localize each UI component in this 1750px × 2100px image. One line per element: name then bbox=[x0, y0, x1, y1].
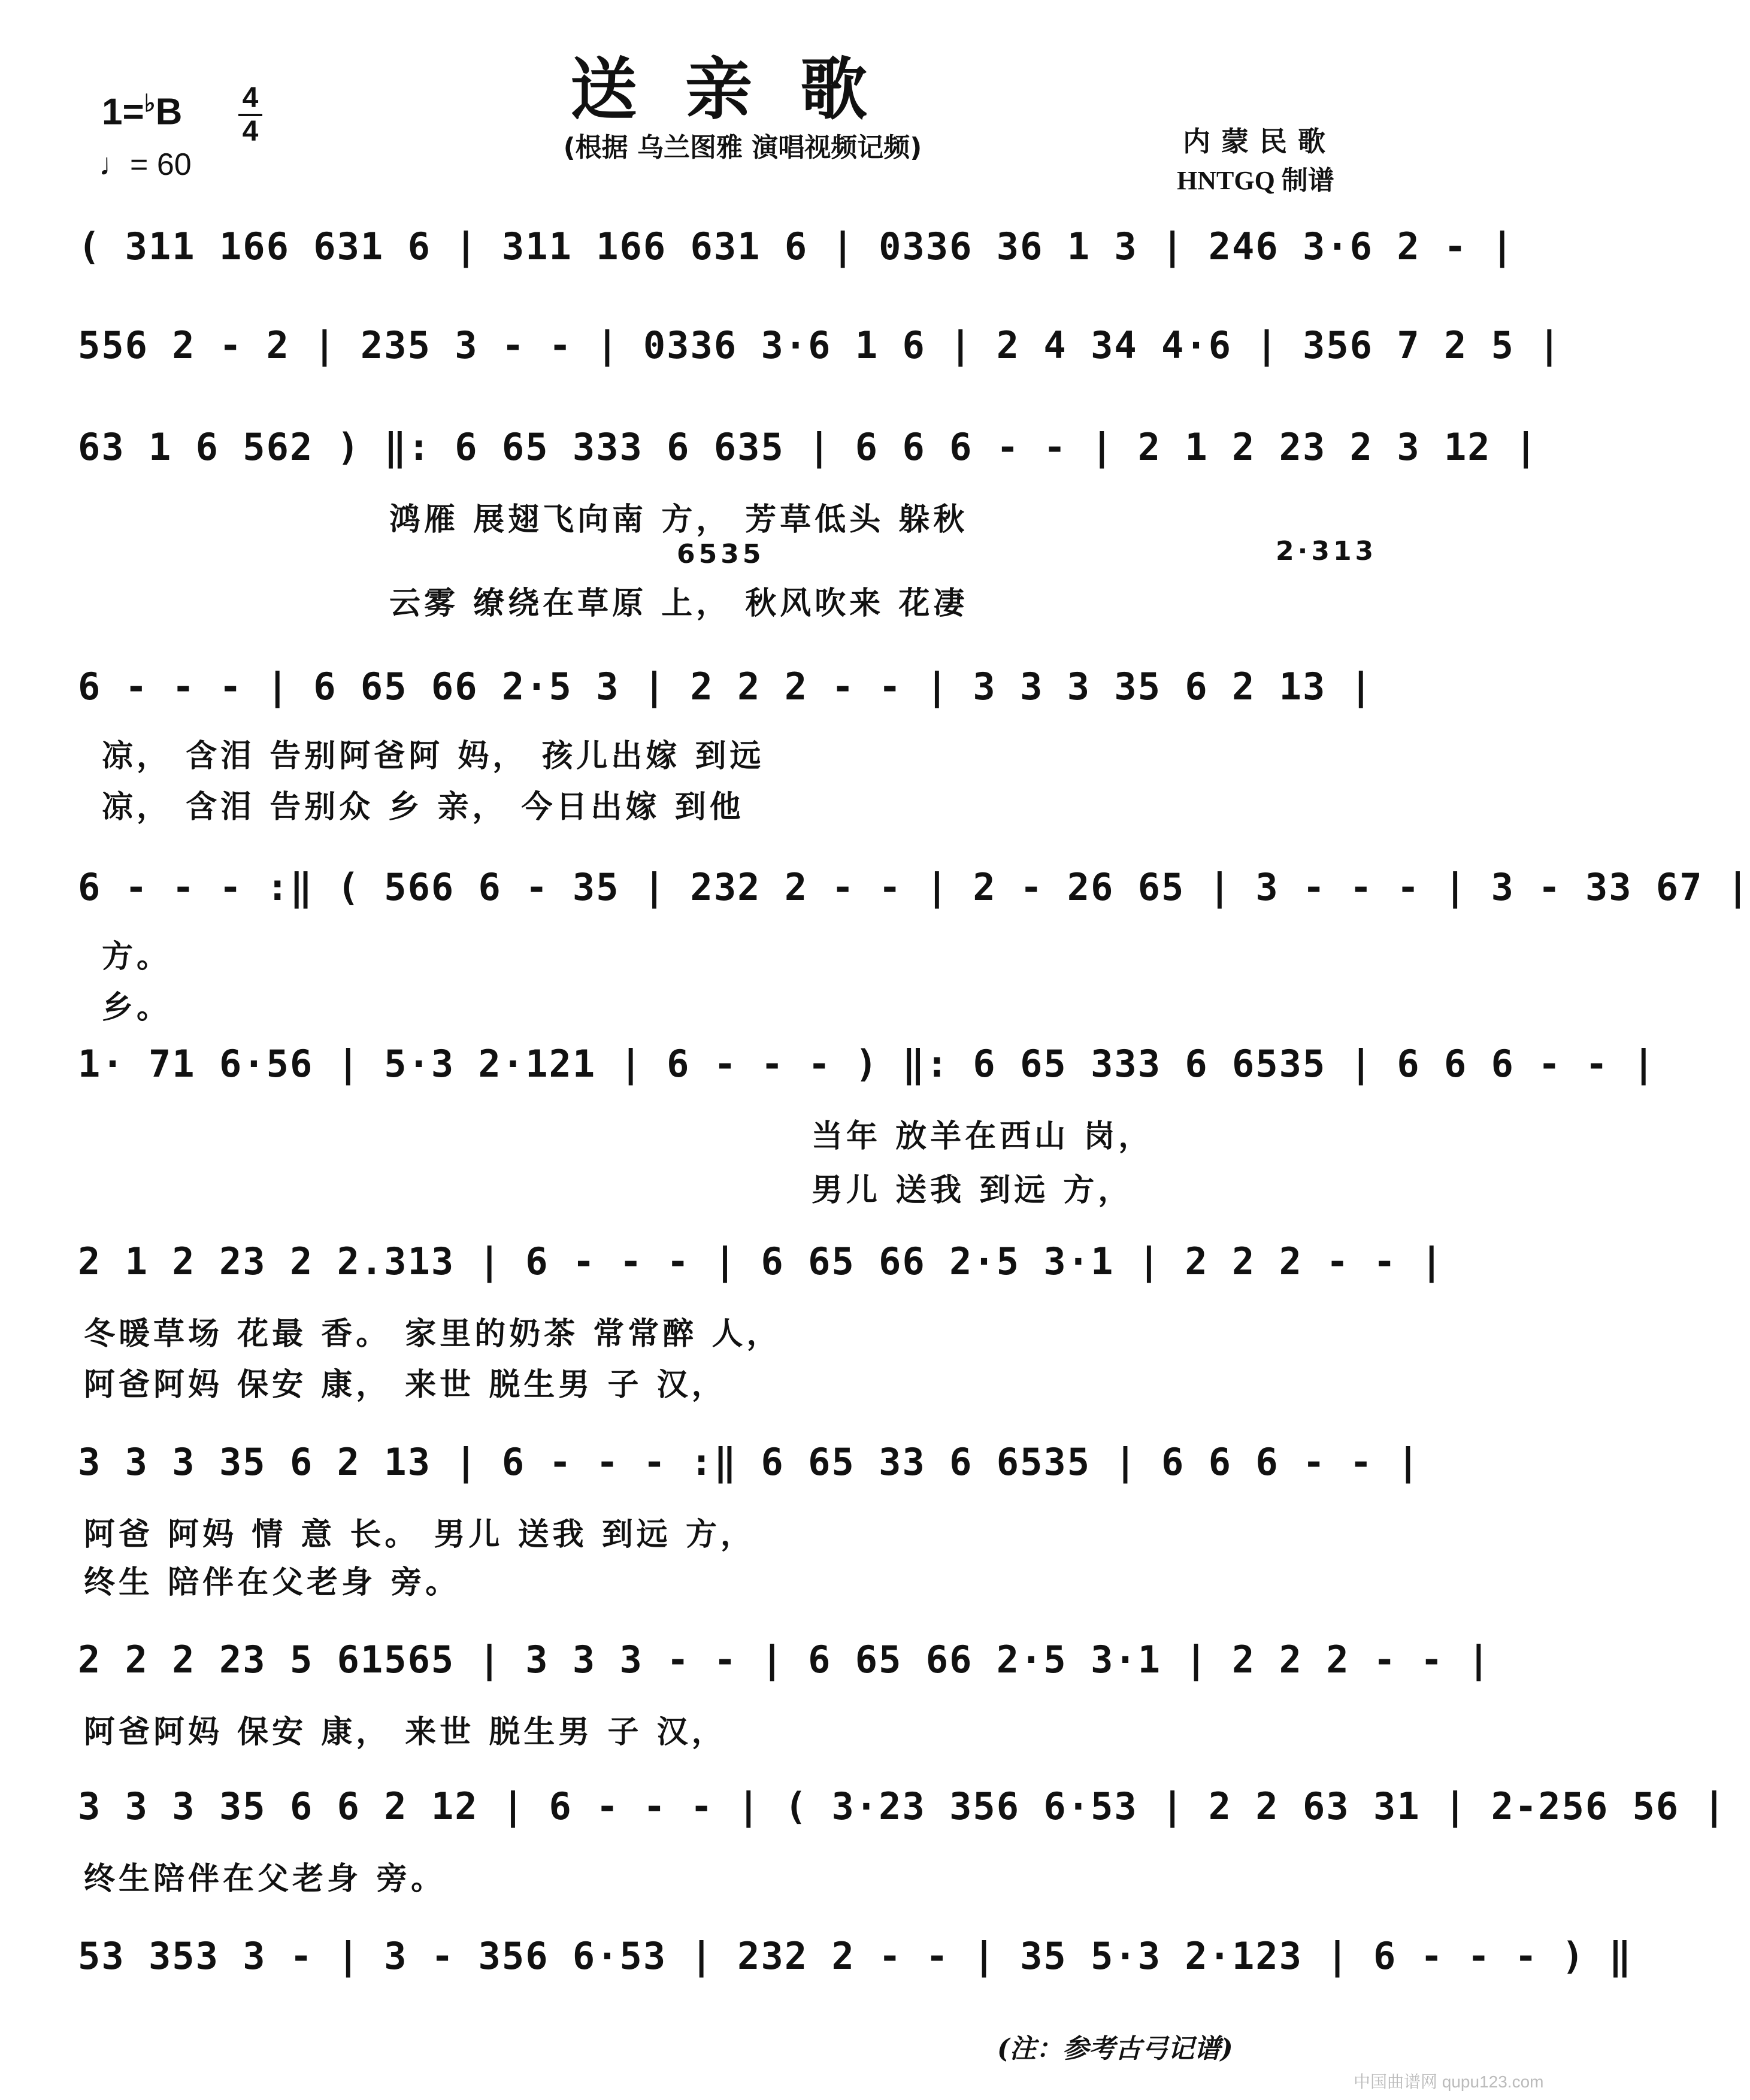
score-line-8: 3 3 3 35 6 2 13 | 6 - - - :‖ 6 65 33 6 6535 | 6 6 6 - - | bbox=[78, 1440, 1421, 1484]
quarter-note-icon: ♩ bbox=[99, 147, 130, 182]
song-origin: 内蒙民歌 bbox=[1183, 125, 1336, 157]
flat-icon: ♭ bbox=[144, 90, 156, 117]
variant-line-3-b: 2·313 bbox=[1276, 536, 1377, 566]
tempo-marking bbox=[99, 147, 192, 183]
lyric-line-5-verse-1: 方。 bbox=[102, 939, 172, 975]
lyric-line-8-verse-1: 阿爸 阿妈 情 意 长。 男儿 送我 到远 方， bbox=[84, 1517, 755, 1553]
variant-line-3-a: 6535 bbox=[677, 539, 765, 569]
footnote: (注：参考古弓记谱) bbox=[997, 2034, 1233, 2064]
lyric-line-4-verse-1: 凉， 含泪 告别阿爸阿 妈， 孩儿出嫁 到远 bbox=[102, 738, 765, 774]
key-signature bbox=[102, 90, 182, 134]
score-line-5: 6 - - - :‖ ( 566 6 - 35 | 232 2 - - | 2 - 26 65 | 3 - - - | 3 - 33 67 | bbox=[78, 865, 1750, 909]
key-prefix: 1= bbox=[102, 91, 144, 133]
lyric-line-4-verse-2: 凉， 含泪 告别众 乡 亲， 今日出嫁 到他 bbox=[102, 789, 744, 825]
lyric-line-9-verse-1: 阿爸阿妈 保安 康， 来世 脱生男 子 汉， bbox=[84, 1714, 726, 1750]
score-line-4: 6 - - - | 6 65 66 2·5 3 | 2 2 2 - - | 3 3 3 35 6 2 13 | bbox=[78, 665, 1373, 708]
key-note: B bbox=[155, 91, 183, 133]
lyric-line-3-verse-2: 云雾 缭绕在草原 上， 秋风吹来 花凄 bbox=[389, 586, 968, 622]
tempo-value: = 60 bbox=[130, 147, 192, 182]
score-line-6: 1· 71 6·56 | 5·3 2·121 | 6 - - - ) ‖: 6 65 333 6 6535 | 6 6 6 - - | bbox=[78, 1042, 1656, 1086]
subtitle: (根据 乌兰图雅 演唱视频记频) bbox=[563, 132, 922, 163]
score-line-1: ( 311 166 631 6 | 311 166 631 6 | 0336 36 1 3 | 246 3·6 2 - | bbox=[78, 225, 1515, 268]
time-bottom: 4 bbox=[242, 116, 259, 147]
time-signature bbox=[238, 84, 262, 146]
score-line-10: 3 3 3 35 6 6 2 12 | 6 - - - | ( 3·23 356 6·53 | 2 2 63 31 | 2-256 56 | bbox=[78, 1784, 1727, 1828]
watermark: 中国曲谱网 qupu123.com bbox=[1354, 2072, 1544, 2091]
score-line-7: 2 1 2 23 2 2.313 | 6 - - - | 6 65 66 2·5 3·1 | 2 2 2 - - | bbox=[78, 1240, 1444, 1283]
lyric-line-6-verse-1: 当年 放羊在西山 岗， bbox=[812, 1119, 1153, 1154]
arranger-credit: HNTGQ 制谱 bbox=[1177, 166, 1334, 195]
time-top: 4 bbox=[242, 82, 259, 114]
score-line-2: 556 2 - 2 | 235 3 - - | 0336 3·6 1 6 | 2 4 34 4·6 | 356 7 2 5 | bbox=[78, 323, 1562, 367]
score-line-3: 63 1 6 562 ) ‖: 6 65 333 6 635 | 6 6 6 - - | 2 1 2 23 2 3 12 | bbox=[78, 425, 1539, 469]
score-line-9: 2 2 2 23 5 61565 | 3 3 3 - - | 6 65 66 2·5 3·1 | 2 2 2 - - | bbox=[78, 1638, 1491, 1681]
score-line-11: 53 353 3 - | 3 - 356 6·53 | 232 2 - - | 35 5·3 2·123 | 6 - - - ) ‖ bbox=[78, 1934, 1633, 1978]
lyric-line-5-verse-2: 乡。 bbox=[102, 990, 172, 1026]
lyric-line-3-verse-1: 鸿雁 展翅飞向南 方， 芳草低头 躲秋 bbox=[389, 502, 968, 538]
page-title: 送亲歌 bbox=[570, 50, 915, 129]
lyric-line-7-verse-2: 阿爸阿妈 保安 康， 来世 脱生男 子 汉， bbox=[84, 1367, 726, 1403]
lyric-line-6-verse-2: 男儿 送我 到远 方， bbox=[812, 1172, 1133, 1208]
lyric-line-10-verse-1: 终生陪伴在父老身 旁。 bbox=[84, 1861, 446, 1897]
lyric-line-8-verse-2: 终生 陪伴在父老身 旁。 bbox=[84, 1565, 461, 1601]
lyric-line-7-verse-1: 冬暖草场 花最 香。 家里的奶茶 常常醉 人， bbox=[84, 1316, 782, 1352]
